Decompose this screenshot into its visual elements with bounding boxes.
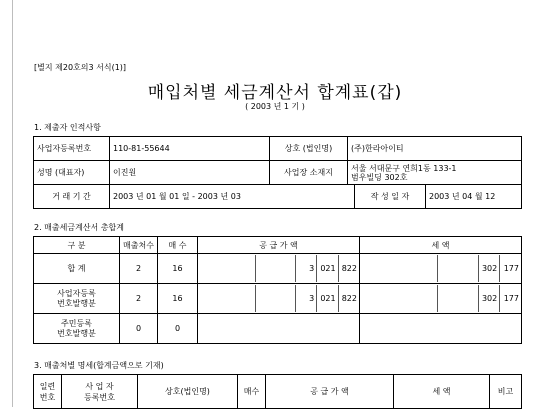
- table-row: [34, 254, 522, 284]
- row-count: 0: [158, 314, 198, 344]
- header-count: 매수: [238, 375, 266, 409]
- biz-no-label: 사업자등록번호: [34, 137, 110, 161]
- header-tax: 세 액: [394, 375, 490, 409]
- row-count: 16: [158, 284, 198, 314]
- row-tax: [360, 314, 522, 344]
- header-count: 매 수: [158, 237, 198, 254]
- row-count: 16: [158, 254, 198, 284]
- date-label: 작 성 일 자: [355, 185, 426, 209]
- period-subtitle: ( 2003 년 1 기 ): [245, 102, 305, 111]
- section3-heading: 3. 매출처별 명세(합계금액으로 기재): [34, 361, 164, 370]
- row-tax: 302 177: [360, 284, 522, 314]
- company-label: 상호 (법인명): [270, 137, 348, 161]
- address-line2: 범우빌딩 302호: [351, 172, 408, 182]
- period-label: 거 래 기 간: [34, 185, 110, 209]
- table-row: [34, 314, 522, 344]
- biz-no-value: 110-81-55644: [110, 137, 270, 161]
- address-line1: 서울 서대문구 연희1동 133-1: [351, 163, 457, 173]
- row-supply: [198, 314, 360, 344]
- form-reference: [별지 제20호의3 서식(1)]: [34, 63, 127, 72]
- header-supply: 공 급 가 액: [198, 237, 360, 254]
- company-value: (주)한라아이티: [348, 137, 522, 161]
- row-label: 합 계: [34, 254, 120, 284]
- name-value: 이진원: [110, 161, 270, 185]
- table-row: [34, 284, 522, 314]
- row-supply: 3 021 822: [198, 284, 360, 314]
- section1-heading: 1. 제출자 인적사항: [34, 123, 101, 132]
- row-label: 주민등록 번호발행분: [34, 314, 120, 344]
- section2-heading: 2. 매출세금계산서 총합계: [34, 223, 124, 232]
- header-vendors: 매출처수: [120, 237, 158, 254]
- row-supply: 3 021 822: [198, 254, 360, 284]
- header-supply: 공 급 가 액: [266, 375, 394, 409]
- page-edge: [12, 0, 13, 407]
- period-value: 2003 년 01 월 01 일 - 2003 년 03: [110, 185, 355, 209]
- row-tax: 302 177: [360, 254, 522, 284]
- name-label: 성명 (대표자): [34, 161, 110, 185]
- row-vendors: 2: [120, 254, 158, 284]
- header-note: 비고: [490, 375, 522, 409]
- header-tax: 세 액: [360, 237, 522, 254]
- header-serial: 일련 번호: [34, 375, 62, 409]
- submitter-table: [33, 136, 522, 185]
- row-label: 사업자등록 번호발행분: [34, 284, 120, 314]
- header-biz-no: 사 업 자 등록번호: [62, 375, 138, 409]
- header-category: 구 분: [34, 237, 120, 254]
- address-label: 사업장 소재지: [270, 161, 348, 185]
- totals-table: [33, 236, 522, 344]
- row-vendors: 2: [120, 284, 158, 314]
- header-company: 상호(법인명): [138, 375, 238, 409]
- period-table: [33, 184, 522, 209]
- page-title: 매입처별 세금계산서 합계표(갑): [147, 83, 403, 103]
- row-vendors: 0: [120, 314, 158, 344]
- address-value: [348, 161, 522, 185]
- detail-table: [33, 374, 522, 409]
- date-value: 2003 년 04 월 12: [426, 185, 522, 209]
